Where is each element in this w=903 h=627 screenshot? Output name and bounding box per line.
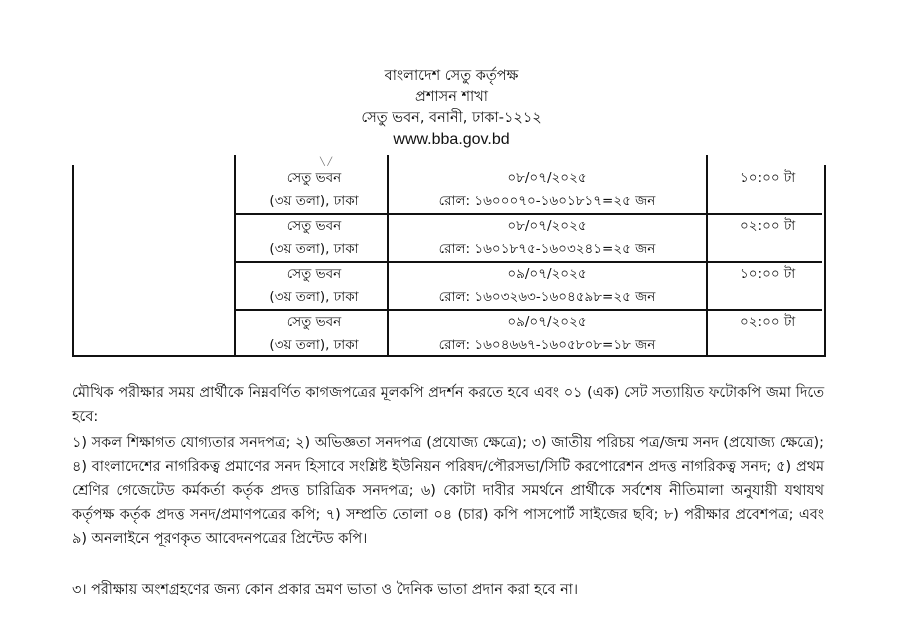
required-documents-list: ১) সকল শিক্ষাগত যোগ্যতার সনদপত্র; ২) অভিজ্ঞতা সনদপত্র (প্রযোজ্য ক্ষেত্রে); ৩) জাতীয় পরিচয় পত্র/জন্ম সনদ (প্রযোজ্য ক্ষেত্রে); ৪) বাংলাদেশের নাগরিকত্ব প্রমাণের সনদ হিসাবে সংশ্লিষ্ট ইউনিয়ন পরিষদ/পৌরসভা/সিটি করপোরেশন প্রদত্ত নাগরিকত্ব সনদ; ৫) প্রথম শ্রেণির গেজেটেড কর্মকর্তা কর্তৃক প্রদত্ত চারিত্রিক সনদপত্র; ৬) কোটা দাবীর সমর্থনে প্রার্থীকে সর্বশেষ নীতিমালা অনুযায়ী যথাযথ কর্তৃপক্ষ কর্তৃক প্রদত্ত সনদ/প্রমাণপত্রের কপি; ৭) সম্প্রতি তোলা ০৪ (চার) কপি পাসপোর্ট সাইজের ছবি; ৮) পরীক্ষার প্রবেশপত্র; এবং ৯) অনলাইনে পূরণকৃত আবেদনপত্রের প্রিন্টেড কপি।	[72, 435, 824, 547]
org-name: বাংলাদেশ সেতু কর্তৃপক্ষ	[384, 68, 519, 84]
venue-line2: (৩য় তলা), ঢাকা	[269, 193, 359, 209]
venue-line2: (৩য় তলা), ঢাকা	[269, 241, 359, 257]
exam-date: ০৯/০৭/২০২৫	[507, 266, 587, 282]
venue-line1: সেতু ভবন	[286, 170, 342, 186]
roll-range: রোল: ১৬০১৮৭৫-১৬০৩২৪১=২৫ জন	[438, 241, 656, 257]
venue-line1: সেতু ভবন	[286, 218, 342, 234]
allowance-notice: ৩। পরীক্ষায় অংশগ্রহণের জন্য কোন প্রকার ভ্রমণ ভাতা ও দৈনিক ভাতা প্রদান করা হবে না।	[72, 582, 578, 598]
documents-instruction: মৌখিক পরীক্ষার সময় প্রার্থীকে নিম্নবর্ণিত কাগজপত্রের মূলকপি প্রদর্শন করতে হবে এবং ০১ (এক) সেট সত্যায়িত ফটোকপি জমা দিতে হবে:	[72, 385, 824, 425]
website: www.bba.gov.bd	[393, 131, 510, 148]
exam-time: ০২:০০ টা	[740, 314, 796, 330]
roll-range: রোল: ১৬০৪৬৬৭-১৬০৫৮০৮=১৮ জন	[438, 337, 656, 353]
exam-date: ০৮/০৭/২০২৫	[507, 218, 587, 234]
section-name: প্রশাসন শাখা	[415, 89, 488, 105]
schedule-table	[72, 155, 824, 355]
roll-range: রোল: ১৬০৩২৬৩-১৬০৪৫৯৮=২৫ জন	[438, 289, 656, 305]
address: সেতু ভবন, বনানী, ঢাকা-১২১২	[361, 110, 542, 126]
venue-line2: (৩য় তলা), ঢাকা	[269, 289, 359, 305]
roll-range: রোল: ১৬০০০৭০-১৬০১৮১৭=২৫ জন	[438, 193, 656, 209]
exam-date: ০৯/০৭/২০২৫	[507, 314, 587, 330]
exam-time: ১০:০০ টা	[740, 170, 796, 186]
venue-line2: (৩য় তলা), ঢাকা	[269, 337, 359, 353]
venue-line1: সেতু ভবন	[286, 314, 342, 330]
cut-off-text-fragment: ╲ ╱	[320, 157, 333, 166]
letterhead	[0, 66, 903, 150]
venue-line1: সেতু ভবন	[286, 266, 342, 282]
exam-time: ০২:০০ টা	[740, 218, 796, 234]
exam-time: ১০:০০ টা	[740, 266, 796, 282]
exam-date: ০৮/০৭/২০২৫	[507, 170, 587, 186]
